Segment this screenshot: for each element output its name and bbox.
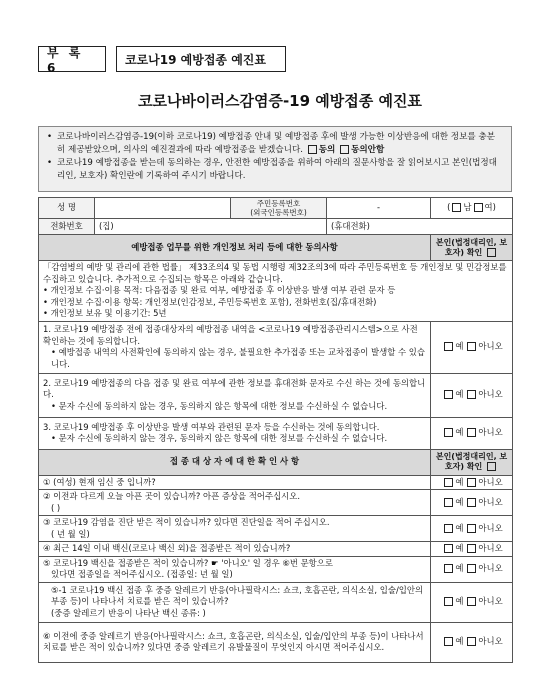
answer-cell (431, 373, 513, 417)
consent-period: 개인정보 보유 및 이용기간: 5년 (50, 308, 167, 318)
answer-cell (431, 321, 513, 373)
male-checkbox[interactable] (452, 203, 461, 212)
rrn-label: 주민등록번호 (외국인등록번호) (231, 198, 327, 219)
yes-label: 예 (455, 543, 464, 553)
consent-note: • 문자 수신에 동의하지 않는 경우, 동의하지 않은 항목에 대한 정보를 수신하실 수 없습니다. (51, 433, 388, 443)
bullet-icon: • (43, 308, 51, 318)
no-label: 아니오 (478, 496, 503, 507)
yes-checkbox[interactable] (444, 637, 453, 646)
notice-box (38, 126, 512, 192)
question-row (39, 582, 513, 622)
consent-intro-row (39, 261, 513, 322)
question-text: ⑤ 코로나19 백신을 접종받은 적이 있습니까? ☛ '아니오' 일 경우 ⑥번 문항으로 (43, 557, 333, 568)
no-label: 아니오 (478, 341, 503, 352)
sex-field: ( 남 여) (431, 198, 513, 219)
yes-label: 예 (455, 476, 464, 487)
consent-purpose: 개인정보 수집·이용 목적: 다음접종 및 완료 여부, 예방접종 후 이상반응 발생 여부 관련 문자 등 (50, 285, 396, 295)
attachment-label: 부 록 6 (38, 46, 106, 72)
question-input[interactable]: (중증 알레르기 반응이 나타난 백신 종류: ) (51, 607, 206, 618)
no-checkbox[interactable] (467, 478, 476, 487)
bullet-icon: • (47, 132, 53, 142)
consent-question: 2. 코로나19 예방접종의 다음 접종 및 완료 여부에 관한 정보를 휴대전화 문자로 수신 하는 것에 동의합니다. (43, 377, 426, 400)
female-checkbox[interactable] (474, 203, 483, 212)
consent-note: • 예방접종 내역의 사전확인에 동의하지 않는 경우, 불필요한 추가접종 또는 교차접종이 발생할 수 있습니다. (51, 347, 425, 369)
no-label: 아니오 (478, 522, 503, 533)
consent-row (39, 321, 513, 373)
page-title: 코로나바이러스감염증-19 예방접종 예진표 (138, 92, 422, 110)
yes-label: 예 (455, 427, 464, 438)
question-row (39, 475, 513, 490)
bullet-icon: • (47, 158, 53, 168)
answer-cell (431, 516, 513, 542)
mobile-phone-label: (휴대전화) (331, 220, 370, 231)
answer-cell (431, 490, 513, 516)
no-label: 아니오 (478, 389, 503, 400)
yes-label: 예 (455, 522, 464, 533)
no-checkbox[interactable] (467, 564, 476, 573)
form-table (38, 197, 513, 663)
yes-checkbox[interactable] (444, 564, 453, 573)
yes-label: 예 (455, 389, 464, 400)
consent-note: • 문자 수신에 동의하지 않는 경우, 동의하지 않은 항목에 대한 정보를 수신하실 수 없습니다. (51, 400, 388, 411)
consent-items: 개인정보 수집·이용 항목: 개인정보(인감정보, 주민등록번호 포함), 전화번호(집/휴대전화) (50, 296, 377, 307)
bullet-icon: • (43, 296, 51, 307)
agree-checkbox[interactable] (308, 145, 317, 154)
no-checkbox[interactable] (467, 637, 476, 646)
question-row (39, 542, 513, 557)
phone-row (39, 219, 513, 235)
yes-label: 예 (455, 563, 464, 574)
agree-label: 동의 (318, 145, 336, 155)
consent-intro (39, 261, 513, 322)
yes-checkbox[interactable] (444, 597, 453, 606)
answer-cell (431, 417, 513, 449)
consent-header-title: 예방접종 업무를 위한 개인정보 처리 등에 대한 동의사항 (39, 235, 431, 261)
answer-cell (431, 556, 513, 582)
question-row (39, 622, 513, 662)
disagree-checkbox[interactable] (340, 145, 349, 154)
check-header-title: 접 종 대 상 자 에 대 한 확 인 사 항 (39, 449, 431, 475)
no-label: 아니오 (478, 596, 503, 607)
no-checkbox[interactable] (467, 544, 476, 553)
bullet-icon: • (43, 285, 51, 295)
question-row (39, 516, 513, 542)
yes-label: 예 (455, 496, 464, 507)
notice-line2: 코로나19 예방접종을 받는데 동의하는 경우, 안전한 예방접종을 위하여 아래의 질문사항을 잘 읽어보시고 본인(법정대리인, 보호자) 확인란에 기록하여 주시기 바랍니다. (57, 158, 497, 181)
consent-confirm-header (431, 235, 513, 261)
no-checkbox[interactable] (467, 390, 476, 399)
form-header (38, 45, 286, 75)
yes-checkbox[interactable] (444, 342, 453, 351)
question-input[interactable]: ( ) (51, 502, 61, 513)
yes-label: 예 (455, 636, 464, 647)
female-label: 여 (484, 202, 493, 213)
no-checkbox[interactable] (467, 524, 476, 533)
confirm-checkbox-icon (487, 462, 496, 471)
name-field[interactable] (95, 198, 231, 219)
no-checkbox[interactable] (467, 342, 476, 351)
name-label: 성 명 (39, 198, 95, 219)
question-text: ⑤-1 코로나19 백신 접종 후 중증 알레르기 반응(아나필락시스: 쇼크, 호흡곤란, 의식소실, 입술/입안의 부종 등)이 나타나서 치료를 받은 적이 있습니까? (51, 584, 424, 607)
question-input[interactable]: ( 년 월 일) (51, 528, 90, 539)
no-checkbox[interactable] (467, 428, 476, 437)
no-label: 아니오 (478, 636, 503, 647)
question-text: ③ 코로나19 감염을 진단 받은 적이 있습니까? 있다면 진단일을 적어 주십시오. (43, 517, 330, 527)
consent-header-row (39, 235, 513, 261)
form-name-label: 코로나19 예방접종 예진표 (116, 46, 286, 72)
notice-line1: 코로나바이러스감염증-19(이하 코로나19) 예방접종 안내 및 예방접종 후에 발생 가능한 이상반응에 대한 정보를 충분히 제공받았으며, 의사의 예진결과에 따라 예방접종을 받겠습니다. (57, 132, 496, 155)
yes-label: 예 (455, 341, 464, 352)
no-checkbox[interactable] (467, 498, 476, 507)
male-label: 남 (463, 202, 472, 213)
no-checkbox[interactable] (467, 597, 476, 606)
no-label: 아니오 (478, 476, 503, 487)
question-text: ② 이전과 다르게 오늘 아픈 곳이 있습니까? 아픈 증상을 적어주십시오. (43, 491, 301, 501)
yes-checkbox[interactable] (444, 428, 453, 437)
mobile-phone-field[interactable] (327, 219, 513, 235)
check-header-row (39, 449, 513, 475)
answer-cell (431, 582, 513, 622)
confirm-checkbox-icon (487, 248, 496, 257)
yes-checkbox[interactable] (444, 498, 453, 507)
check-confirm-label: 본인(법정대리인, 보호자) 확인 (435, 452, 508, 471)
name-row (39, 198, 513, 219)
yes-checkbox[interactable] (444, 478, 453, 487)
no-label: 아니오 (478, 563, 503, 574)
question-text: ⑥ 이전에 중증 알레르기 반응(아나필락시스: 쇼크, 호흡곤란, 의식소실, 입술/입안의 부종 등)이 나타나서 치료를 받은 적이 있습니까? 있다면 중증 알레르기 유발물질이 무엇인지 아시면 적어주십시오. (43, 630, 424, 652)
rrn-dash: - (376, 202, 381, 213)
yes-checkbox[interactable] (444, 544, 453, 553)
question-row (39, 490, 513, 516)
no-label: 아니오 (478, 543, 503, 553)
question-text: ① (여성) 현재 임신 중 입니까? (43, 476, 156, 487)
question-text: ④ 최근 14일 이내 백신(코로나 백신 외)을 접종받은 적이 있습니까? (43, 543, 291, 553)
question-row (39, 556, 513, 582)
consent-intro-text: 「감염병의 예방 및 관리에 관한 법률」 제33조의4 및 동법 시행령 제32조의3에 따라 주민등록번호 등 개인정보 및 민감정보를 수집하고 있습니다. 추가적으로 수집되는 항목은 아래와 같습니다. (43, 262, 507, 284)
consent-question: 1. 코로나19 예방접종 전에 접종대상자의 예방접종 내역을 <코로나19 예방접종관리시스템>으로 사전 확인하는 것에 동의합니다. (43, 324, 418, 346)
disagree-label: 동의안함 (351, 145, 385, 155)
yes-checkbox[interactable] (444, 390, 453, 399)
home-phone-label: (집) (99, 220, 114, 231)
consent-row (39, 373, 513, 417)
question-input[interactable]: 있다면 접종일을 적어주십시오. (접종일: 년 월 일) (51, 569, 233, 579)
check-confirm-header (431, 449, 513, 475)
no-label: 아니오 (478, 427, 503, 438)
answer-cell (431, 622, 513, 662)
consent-confirm-label: 본인(법정대리인, 보호자) 확인 (435, 237, 508, 257)
answer-cell (431, 475, 513, 490)
answer-cell (431, 542, 513, 557)
home-phone-field[interactable] (95, 219, 327, 235)
consent-row (39, 417, 513, 449)
yes-label: 예 (455, 596, 464, 607)
yes-checkbox[interactable] (444, 524, 453, 533)
rrn-field[interactable] (327, 198, 431, 219)
phone-label: 전화번호 (39, 219, 95, 235)
consent-question: 3. 코로나19 예방접종 후 이상반응 발생 여부와 관련된 문자 등을 수신하는 것에 동의합니다. (43, 421, 380, 432)
